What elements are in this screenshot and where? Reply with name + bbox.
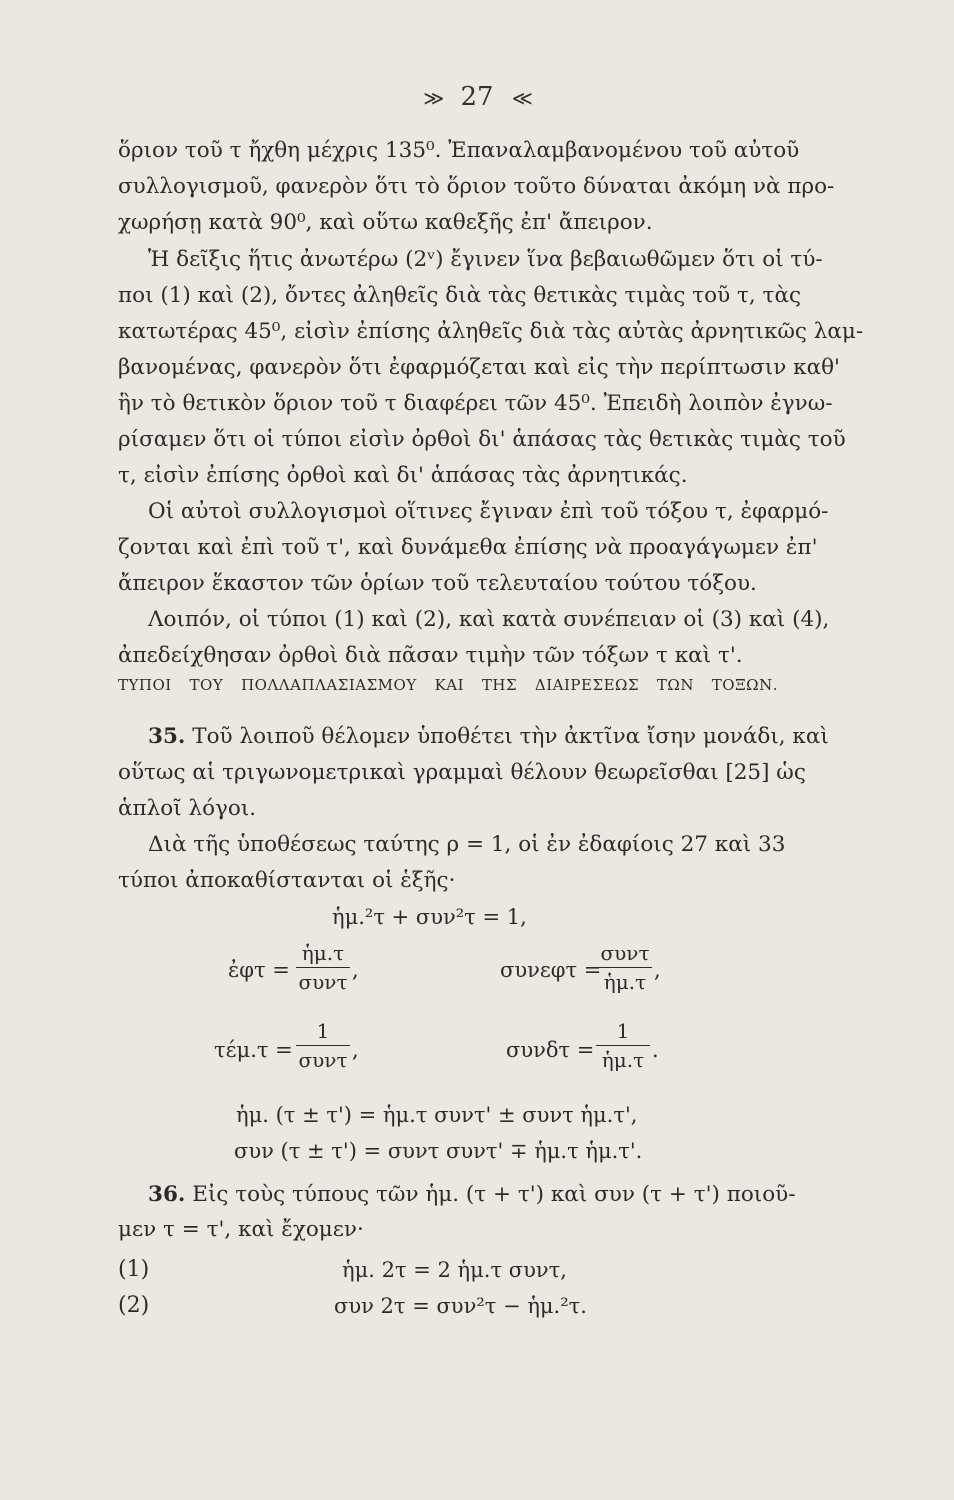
section-35-line	[148, 722, 829, 752]
equation-double-sin: ἡμ. 2τ = 2 ἡμ.τ συντ,	[342, 1258, 567, 1282]
section-36-text: Εἰς τοὺς τύπους τῶν ἡμ. (τ + τ') καὶ συν (τ + τ') ποιοῦ-	[192, 1182, 796, 1207]
fraction-numerator: 1	[616, 1019, 630, 1043]
text-line: μεν τ = τ', καὶ ἔχομεν·	[118, 1217, 364, 1242]
fraction-bar	[296, 1045, 350, 1046]
equation-identity: ἡμ.²τ + συν²τ = 1,	[332, 905, 527, 929]
equation-ef-lhs: ἐφτ =	[228, 958, 290, 982]
text-line: βανομένας, φανερὸν ὅτι ἐφαρμόζεται καὶ εἰς τὴν περίπτωσιν καθ'	[118, 355, 840, 380]
fraction-bar	[596, 1045, 650, 1046]
text-line: Οἱ αὐτοὶ συλλογισμοὶ οἵτινες ἔγιναν ἐπὶ τοῦ τόξου τ, ἐφαρμό-	[148, 499, 829, 524]
text-line: ὅριον τοῦ τ ἤχθη μέχρις 135⁰. Ἐπαναλαμβανομένου τοῦ αὐτοῦ	[118, 138, 800, 163]
section-35-text: Τοῦ λοιποῦ θέλομεν ὑποθέτει τὴν ἀκτῖνα ἴσην μονάδι, καὶ	[192, 724, 829, 749]
equation-tem-end: ,	[352, 1038, 359, 1062]
page-header	[0, 82, 954, 112]
text-line: τύποι ἀποκαθίστανται οἱ ἑξῆς·	[118, 868, 456, 893]
text-line: ἄπειρον ἕκαστον τῶν ὁρίων τοῦ τελευταίου τούτου τόξου.	[118, 571, 757, 596]
text-line: Διὰ τῆς ὑποθέσεως ταύτης ρ = 1, οἱ ἐν ἐδαφίοις 27 καὶ 33	[148, 832, 786, 857]
equation-label: (2)	[118, 1293, 150, 1318]
text-line: χωρήσῃ κατὰ 90⁰, καὶ οὕτω καθεξῆς ἐπ' ἄπειρον.	[118, 210, 653, 235]
fraction-bar	[598, 967, 652, 968]
text-line: ἀπεδείχθησαν ὀρθοὶ διὰ πᾶσαν τιμὴν τῶν τόξων τ καὶ τ'.	[118, 643, 743, 668]
text-line: ἁπλοῖ λόγοι.	[118, 796, 257, 821]
equation-sin-sum: ἡμ. (τ ± τ') = ἡμ.τ συντ' ± συντ ἡμ.τ',	[236, 1103, 638, 1127]
fraction-denominator: ἡμ.τ	[603, 970, 647, 994]
equation-synef-fraction	[598, 940, 652, 995]
text-line: Λοιπόν, οἱ τύποι (1) καὶ (2), καὶ κατὰ συνέπειαν οἱ (3) καὶ (4),	[148, 607, 830, 632]
equation-synd-fraction	[596, 1018, 650, 1073]
fraction-denominator: συντ	[298, 970, 348, 994]
equation-ef-fraction	[296, 940, 350, 995]
equation-tem-fraction	[296, 1018, 350, 1073]
text-line: κατωτέρας 45⁰, εἰσὶν ἐπίσης ἀληθεῖς διὰ τὰς αὐτὰς ἀρνητικῶς λαμ-	[118, 319, 864, 344]
equation-double-cos: συν 2τ = συν²τ − ἡμ.²τ.	[334, 1294, 587, 1318]
page-number: 27	[460, 82, 494, 112]
equation-synd-end: .	[652, 1038, 659, 1062]
text-line: ἣν τὸ θετικὸν ὅριον τοῦ τ διαφέρει τῶν 45⁰. Ἐπειδὴ λοιπὸν ἐγνω-	[118, 391, 833, 416]
text-line: οὕτως αἱ τριγωνομετρικαὶ γραμμαὶ θέλουν θεωρεῖσθαι [25] ὡς	[118, 760, 806, 785]
ornament-right-icon: ≪	[511, 86, 531, 110]
text-line: Ἡ δεῖξις ἥτις ἀνωτέρω (2ᵛ) ἔγινεν ἵνα βεβαιωθῶμεν ὅτι οἱ τύ-	[148, 247, 823, 272]
equation-synef-end: ,	[654, 958, 661, 982]
text-line: τ, εἰσὶν ἐπίσης ὀρθοὶ καὶ δι' ἁπάσας τὰς ἀρνητικάς.	[118, 463, 688, 488]
equation-cos-sum: συν (τ ± τ') = συντ συντ' ∓ ἡμ.τ ἡμ.τ'.	[234, 1139, 643, 1163]
fraction-numerator: συντ	[600, 941, 650, 965]
equation-synd-lhs: συνδτ =	[506, 1038, 595, 1062]
text-line: ποι (1) καὶ (2), ὄντες ἀληθεῖς διὰ τὰς θετικὰς τιμὰς τοῦ τ, τὰς	[118, 283, 802, 308]
text-line: ρίσαμεν ὅτι οἱ τύποι εἰσὶν ὀρθοὶ δι' ἁπάσας τὰς θετικὰς τιμὰς τοῦ	[118, 427, 846, 452]
fraction-denominator: συντ	[298, 1048, 348, 1072]
equation-ef-end: ,	[352, 958, 359, 982]
fraction-numerator: 1	[316, 1019, 330, 1043]
equation-synef-lhs: συνεφτ =	[500, 958, 602, 982]
ornament-left-icon: ≫	[423, 86, 443, 110]
fraction-denominator: ἡμ.τ	[601, 1048, 645, 1072]
equation-tem-lhs: τέμ.τ =	[214, 1038, 293, 1062]
section-number: 35.	[148, 724, 186, 749]
equation-label: (1)	[118, 1257, 150, 1282]
fraction-numerator: ἡμ.τ	[301, 941, 345, 965]
section-heading: ΤΥΠΟΙ ΤΟΥ ΠΟΛΛΑΠΛΑΣΙΑΣΜΟΥ ΚΑΙ ΤΗΣ ΔΙΑΙΡΕΣΕΩΣ ΤΩΝ ΤΟΞΩΝ.	[118, 676, 778, 694]
section-number: 36.	[148, 1182, 186, 1207]
text-line: συλλογισμοῦ, φανερὸν ὅτι τὸ ὅριον τοῦτο δύναται ἀκόμη νὰ προ-	[118, 174, 835, 199]
fraction-bar	[296, 967, 350, 968]
text-line: ζονται καὶ ἐπὶ τοῦ τ', καὶ δυνάμεθα ἐπίσης νὰ προαγάγωμεν ἐπ'	[118, 535, 818, 560]
section-36-line	[148, 1180, 808, 1210]
